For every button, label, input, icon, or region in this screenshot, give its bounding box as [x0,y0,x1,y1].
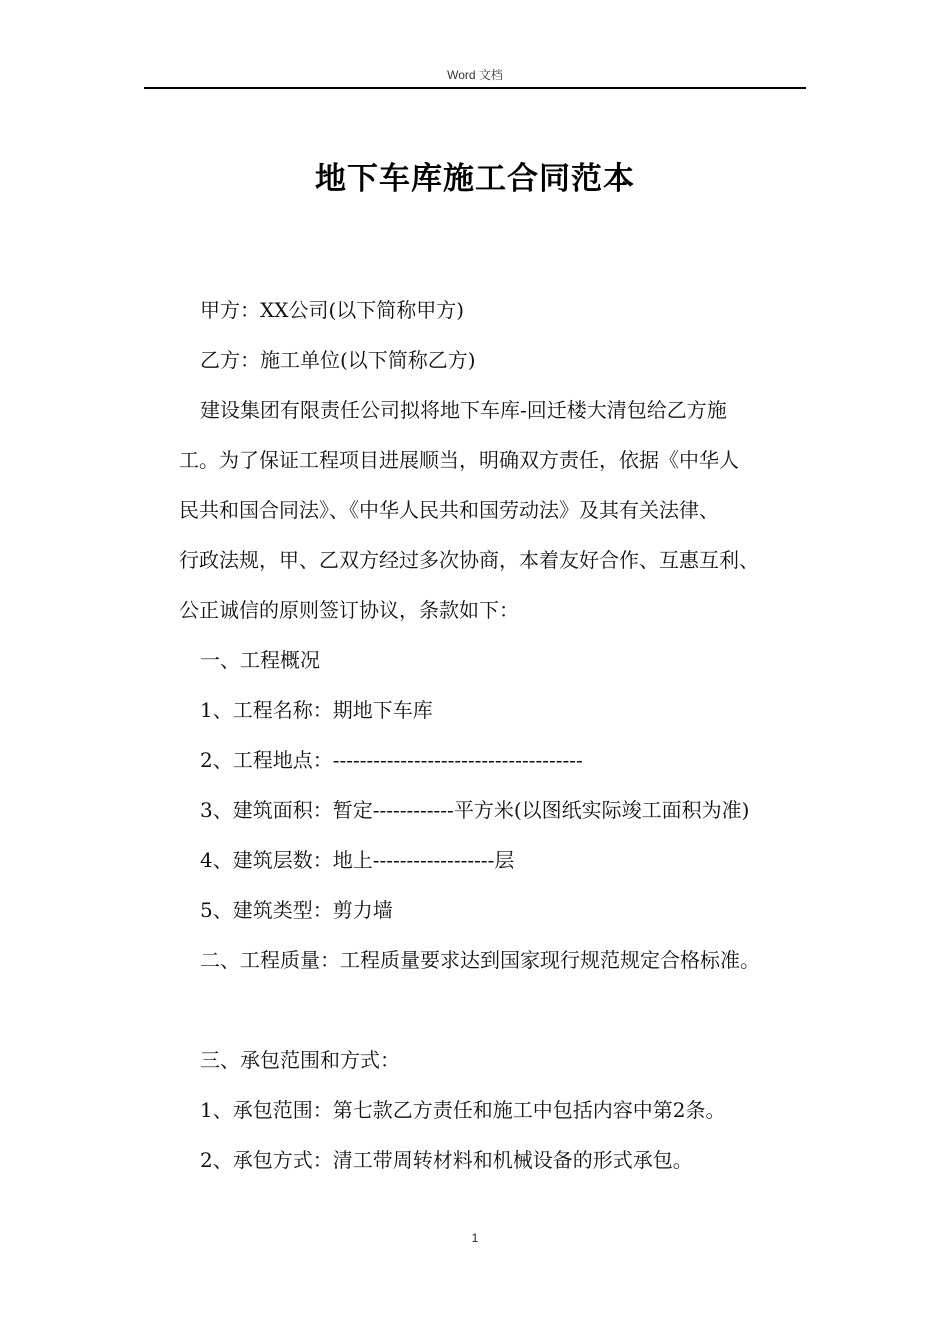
party-a-line: 甲方：XX公司(以下简称甲方) [200,298,465,322]
clause-building-area: 3、建筑面积：暂定------------平方米(以图纸实际竣工面积为准) [200,798,750,822]
preamble-line-3: 民共和国合同法》、《中华人民共和国劳动法》及其有关法律、 [179,498,719,522]
clause-building-floors: 4、建筑层数：地上------------------层 [200,848,515,872]
section-heading-3: 三、承包范围和方式： [200,1048,400,1072]
document-title: 地下车库施工合同范本 [315,161,635,197]
section-heading-1: 一、工程概况 [200,648,320,672]
party-b-line: 乙方：施工单位(以下简称乙方) [200,348,476,372]
document-body [179,285,819,1185]
preamble-line-1: 建设集团有限责任公司拟将地下车库-回迁楼大清包给乙方施 [200,398,727,422]
clause-project-name: 1、工程名称：期地下车库 [200,698,433,722]
preamble-line-2: 工。为了保证工程项目进展顺当，明确双方责任，依据《中华人 [179,448,739,472]
section-heading-2: 二、工程质量：工程质量要求达到国家现行规范规定合格标准。 [200,948,760,972]
page-number: 1 [471,1231,479,1245]
preamble-line-5: 公正诚信的原则签订协议，条款如下： [179,598,519,622]
clause-project-location: 2、工程地点：------------------------------------- [200,748,583,772]
clause-contract-method: 2、承包方式：清工带周转材料和机械设备的形式承包。 [200,1148,693,1172]
header-label: Word 文档 [447,68,503,82]
clause-building-type: 5、建筑类型：剪力墙 [200,898,393,922]
preamble-line-4: 行政法规，甲、乙双方经过多次协商，本着友好合作、互惠互利、 [179,548,759,572]
header-rule [144,87,806,89]
clause-contract-scope: 1、承包范围：第七款乙方责任和施工中包括内容中第2条。 [200,1098,726,1122]
